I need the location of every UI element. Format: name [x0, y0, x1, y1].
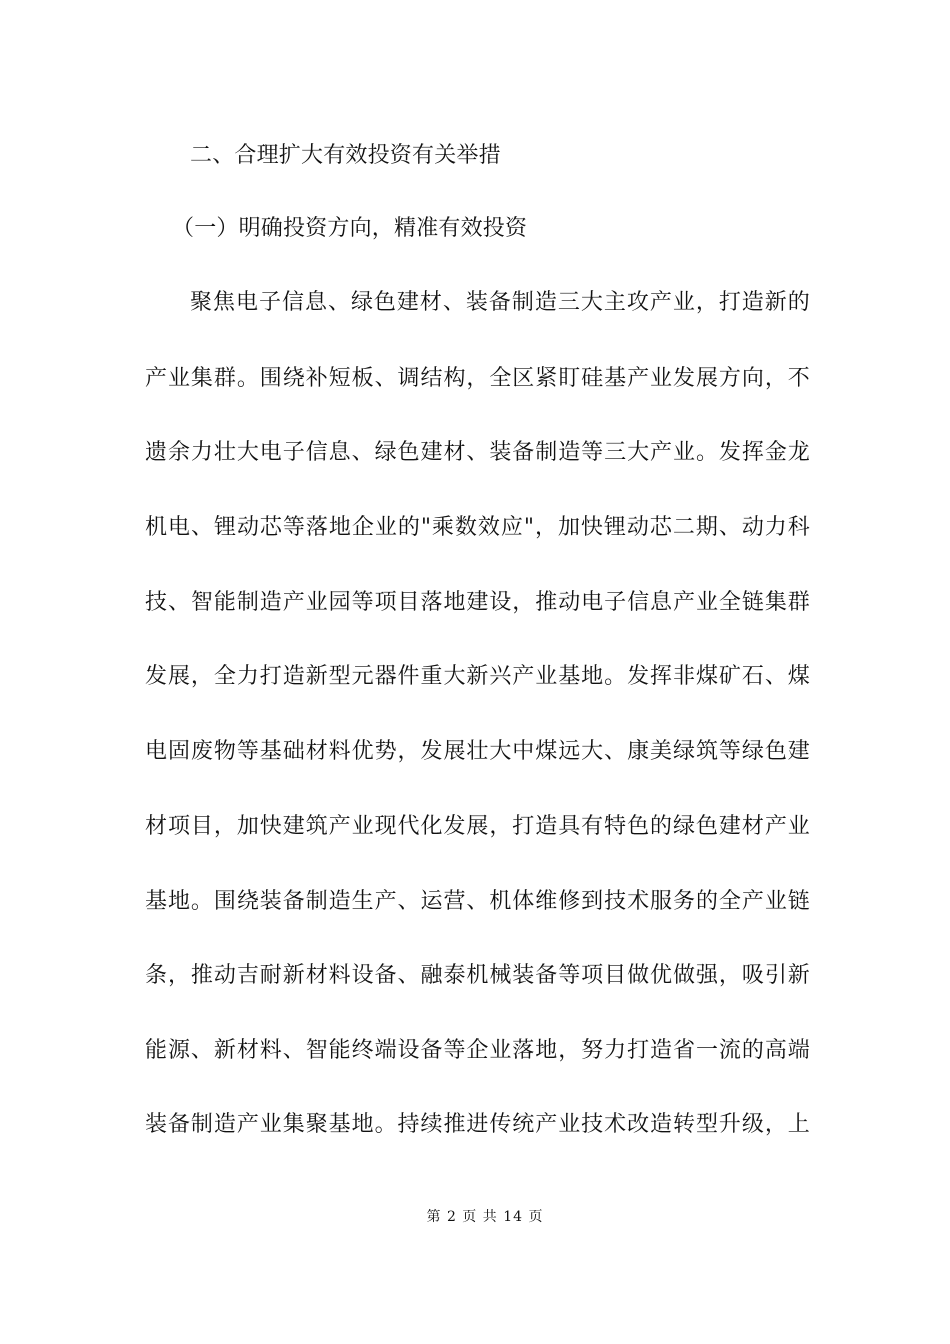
- paragraph-line: 电固废物等基础材料优势，发展壮大中煤远大、康美绿筑等绿色建: [145, 739, 810, 764]
- paragraph-line: 机电、锂动芯等落地企业的"乘数效应"，加快锂动芯二期、动力科: [145, 515, 810, 540]
- paragraph-line: 聚焦电子信息、绿色建材、装备制造三大主攻产业，打造新的: [190, 290, 810, 315]
- section-heading: 二、合理扩大有效投资有关举措: [190, 143, 501, 168]
- paragraph-line: 材项目，加快建筑产业现代化发展，打造具有特色的绿色建材产业: [145, 814, 810, 839]
- subsection-heading: （一）明确投资方向，精准有效投资: [172, 216, 528, 241]
- page-number-footer: 第 2 页 共 14 页: [426, 1209, 544, 1225]
- paragraph-line: 基地。围绕装备制造生产、运营、机体维修到技术服务的全产业链: [145, 889, 810, 914]
- paragraph-line: 能源、新材料、智能终端设备等企业落地，努力打造省一流的高端: [145, 1038, 810, 1063]
- paragraph-line: 遗余力壮大电子信息、绿色建材、装备制造等三大产业。发挥金龙: [145, 440, 810, 465]
- paragraph-line: 技、智能制造产业园等项目落地建设，推动电子信息产业全链集群: [145, 590, 810, 615]
- paragraph-line: 装备制造产业集聚基地。持续推进传统产业技术改造转型升级，上: [145, 1112, 810, 1137]
- paragraph-line: 产业集群。围绕补短板、调结构，全区紧盯硅基产业发展方向，不: [145, 366, 810, 391]
- paragraph-line: 条，推动吉耐新材料设备、融泰机械装备等项目做优做强，吸引新: [145, 963, 810, 988]
- paragraph-line: 发展，全力打造新型元器件重大新兴产业基地。发挥非煤矿石、煤: [145, 664, 810, 689]
